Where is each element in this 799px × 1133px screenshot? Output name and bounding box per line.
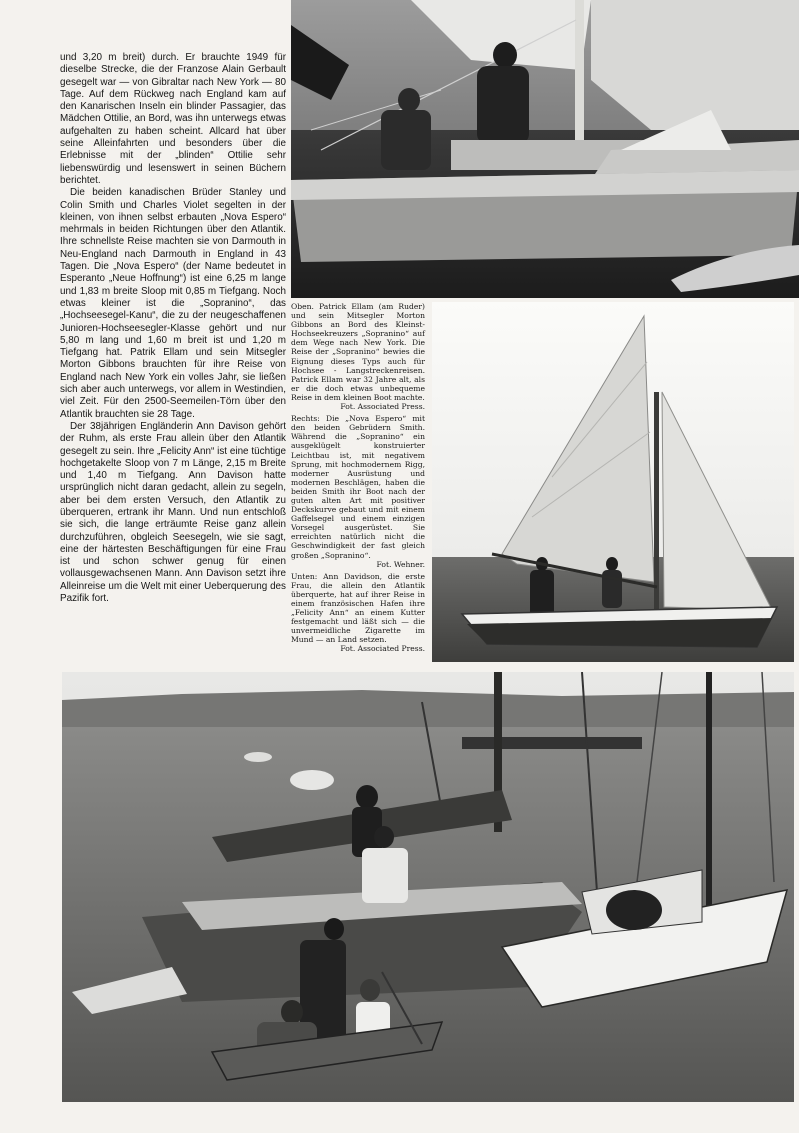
caption-top-credit: Fot. Associated Press. [340, 402, 425, 412]
article-paragraph: Der 38jährigen Engländerin Ann Davison gehört der Ruhm, als erste Frau allein über den Atlantik gesegelt zu sein. Ihre „Felicity Ann“ ist eine tüchtige hochgetakelte Sloop von 7 m Länge, 2,15 m Breite und 1,40 m Tiefgang. Ann Davison hatte ursprünglich nicht daran gedacht, allein zu segeln, aber bei dem ersten Versuch, den Atlantik zu überqueren, ertrank ihr Mann. Und nun entschloß sie sich, die lange erträumte Reise ganz allein durchzuführen, obgleich Seesegeln, wie sie sagt, eine der härtesten Beschäftigungen für eine Frau ist und schon schwer genug für einen vollausgewachsenen Mann. Ann Davison setzt ihre Alleinreise um die Welt mit einer Ueberquerung des Pazifik fort. [60, 420, 286, 605]
caption-bottom-credit: Fot. Associated Press. [340, 644, 425, 654]
caption-right-credit: Fot. Wehner. [376, 559, 425, 569]
caption-right: Rechts: Die „Nova Espero“ mit den beiden Gebrüdern Smith. Während die „Sopranino“ ein ausgeklügelt konstruierter Leichtbau ist, mit negativem Sprung, mit hochmodernem Rigg, moderner Ausrüstung und modernen Beschlägen, haben die beiden Smith ihr Boot nach der guten alten Art mit positiver Deckskurve gebaut und mit einem Gaffelsegel und einem einzigen Vorsegel ausgerüstet. Sie erreichten natürlich nicht die Geschwindigkeit der fast gleich großen „Sopranino“. [291, 414, 425, 560]
article-text [60, 52, 286, 605]
photo-sopranino-crew [291, 0, 799, 298]
captions-column [291, 302, 425, 657]
caption-bottom: Unten: Ann Davidson, die erste Frau, die allein den Atlantik überquerte, hat auf ihrer Reise in einem französischen Hafen ihre „Felicity Ann“ an einem Kutter festgemacht und läßt sich — die unvermeidliche Zigarette im Mund — an Land setzen. [291, 571, 425, 645]
article-paragraph: und 3,20 m breit) durch. Er brauchte 1949 für dieselbe Strecke, die der Franzose Alain Gerbault gesegelt war — von Gibraltar nach New York — 80 Tage. Auf dem Rückweg nach England kam auf den Kanarischen Inseln ein blinder Passagier, das Mädchen Ottilie, an Bord, was ihn unterwegs etwas aufgehalten zu haben scheint. Allcard hat über seine Alleinfahrten und besonders über die Erlebnisse mit der „blinden“ Ottilie sehr liebenswürdig und lesenswert in seinen Büchern berichtet. [60, 52, 286, 186]
caption-top: Oben. Patrick Ellam (am Ruder) und sein Mitsegler Morton Gibbons an Bord des Kleinst-Hochseekreuzers „Sopranino“ auf dem Wege nach New York. Die Reise der „Sopranino“ bewies die Eignung dieses Typs auch für Hochsee - Langstreckenreisen. Patrick Ellam war 32 Jahre alt, als er die doch etwas unbequeme Reise in dem kleinen Boot machte. [291, 302, 425, 402]
article-paragraph: Die beiden kanadischen Brüder Stanley und Colin Smith und Charles Violet segelten in der kleinen, von ihnen selbst erbauten „Nova Espero“ mehrmals in beiden Richtungen über den Atlantik. Ihre schnellste Reise machten sie von Darmouth in Neu-England nach Darmouth in England in 43 Tagen. Die „Nova Espero“ (der Name bedeutet in Esperanto „Neue Hoffnung“) ist eine 6,25 m lange und 1,83 m breite Sloop mit 0,85 m Tiefgang. Noch etwas kleiner ist die „Sopranino“, das „Hochseesegel-Kanu“, die zu der neugeschaffenen Junioren-Hochseesegler-Klasse gehört und nur 5,80 m lang und 1,60 m breit ist und 1,20 m Tiefgang hat. Patrik Ellam und sein Mitsegler Morton Gibbons brauchten für ihre Reise von England nach New York ein volles Jahr, sie ließen sich aber auch unterwegs, vor allem in Westindien, viel Zeit. Für den 2500-Seemeilen-Törn über den Atlantik brauchten sie 28 Tage. [60, 187, 286, 420]
photo-nova-espero [432, 302, 794, 662]
photo-felicity-ann-harbor [62, 672, 794, 1102]
